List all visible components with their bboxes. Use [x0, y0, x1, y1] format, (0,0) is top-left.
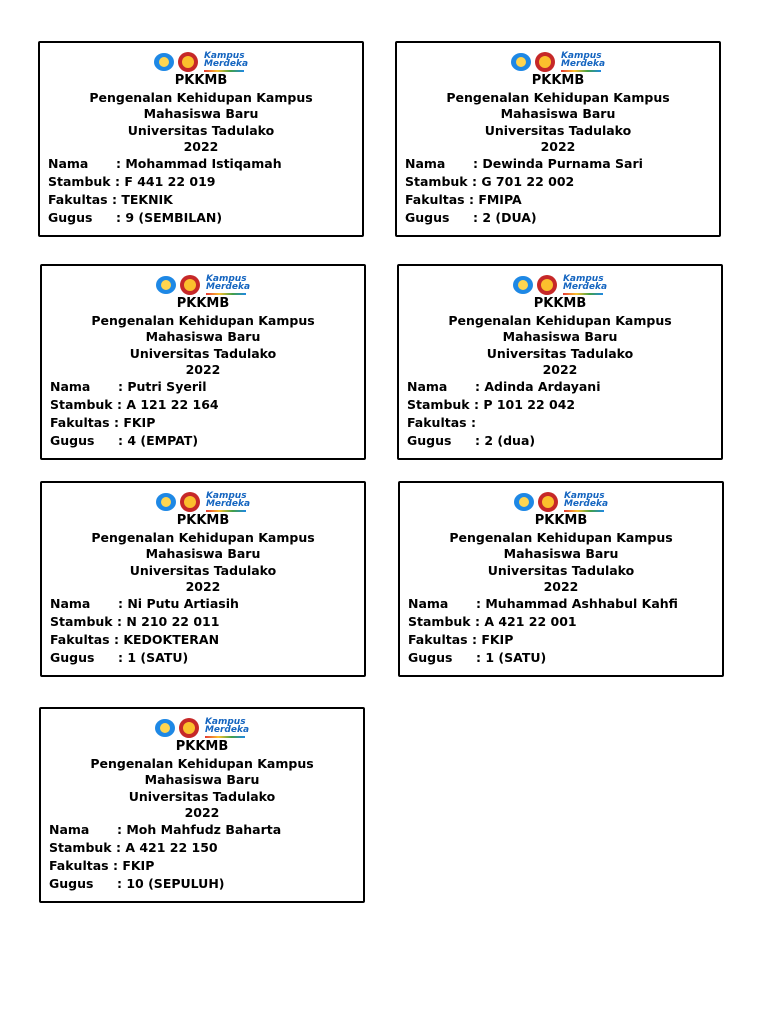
- kampus-merdeka-logo: Kampus Merdeka: [204, 52, 248, 72]
- value-nama: : Putri Syeril: [118, 379, 207, 394]
- value-stambuk: F 441 22 019: [124, 174, 216, 189]
- label-nama: Nama: [407, 379, 448, 394]
- card-subtitle-1: Pengenalan Kehidupan Kampus: [91, 312, 315, 328]
- card-header: [399, 296, 721, 379]
- university-seal-icon: [537, 275, 557, 295]
- card-year: 2022: [183, 139, 219, 154]
- card-fields: [48, 155, 356, 227]
- card-fields: [407, 378, 715, 450]
- field-gugus: [408, 649, 716, 667]
- card-fields: [50, 595, 358, 667]
- value-fakultas: KEDOKTERAN: [123, 632, 220, 647]
- label-nama: Nama: [50, 596, 91, 611]
- kampus-merdeka-logo: Kampus Merdeka: [205, 718, 249, 738]
- card-subtitle-2: Mahasiswa Baru: [145, 546, 261, 561]
- card-subtitle-2: Mahasiswa Baru: [503, 546, 619, 561]
- value-gugus: : 10 (SEPULUH): [117, 876, 225, 891]
- card-university: Universitas Tadulako: [484, 122, 632, 138]
- card-subtitle-2: Mahasiswa Baru: [144, 772, 260, 787]
- card-subtitle-1: Pengenalan Kehidupan Kampus: [91, 529, 315, 545]
- card-subtitle-2: Mahasiswa Baru: [502, 329, 618, 344]
- label-gugus: Gugus: [50, 433, 95, 448]
- card-subtitle-1: Pengenalan Kehidupan Kampus: [448, 312, 672, 328]
- label-fakultas: Fakultas :: [405, 192, 474, 207]
- label-gugus: Gugus: [49, 876, 94, 891]
- id-card: [39, 707, 365, 903]
- label-fakultas: Fakultas :: [49, 858, 118, 873]
- label-fakultas: Fakultas :: [50, 632, 119, 647]
- kampus-merdeka-logo: Kampus Merdeka: [206, 275, 250, 295]
- logo-row: [399, 274, 721, 296]
- value-stambuk: A 421 22 150: [125, 840, 218, 855]
- tut-wuri-handayani-logo-icon: [154, 53, 174, 71]
- field-nama: [50, 378, 358, 396]
- card-header: [397, 73, 719, 156]
- field-nama: [408, 595, 716, 613]
- value-nama: : Ni Putu Artiasih: [118, 596, 239, 611]
- card-header: [41, 739, 363, 822]
- value-gugus: : 9 (SEMBILAN): [116, 210, 223, 225]
- card-header: [42, 513, 364, 596]
- card-subtitle-1: Pengenalan Kehidupan Kampus: [449, 529, 673, 545]
- label-gugus: Gugus: [405, 210, 450, 225]
- card-year: 2022: [542, 362, 578, 377]
- value-gugus: : 2 (dua): [475, 433, 536, 448]
- card-title: PKKMB: [533, 296, 587, 311]
- logo-row: [42, 491, 364, 513]
- field-stambuk: [49, 839, 357, 857]
- value-gugus: : 1 (SATU): [118, 650, 189, 665]
- label-fakultas: Fakultas :: [407, 415, 476, 430]
- university-seal-icon: [180, 275, 200, 295]
- label-nama: Nama: [49, 822, 90, 837]
- field-fakultas: [50, 631, 358, 649]
- field-fakultas: [50, 414, 358, 432]
- value-fakultas: FKIP: [481, 632, 514, 647]
- field-stambuk: [50, 396, 358, 414]
- label-fakultas: Fakultas :: [48, 192, 117, 207]
- value-stambuk: N 210 22 011: [126, 614, 220, 629]
- field-fakultas: [407, 414, 715, 432]
- card-university: Universitas Tadulako: [128, 788, 276, 804]
- label-stambuk: Stambuk :: [50, 397, 122, 412]
- id-card: [398, 481, 724, 677]
- field-nama: [50, 595, 358, 613]
- field-stambuk: [48, 173, 356, 191]
- value-nama: : Muhammad Ashhabul Kahfi: [476, 596, 678, 611]
- label-stambuk: Stambuk :: [49, 840, 121, 855]
- label-nama: Nama: [408, 596, 449, 611]
- card-title: PKKMB: [531, 73, 585, 88]
- field-gugus: [50, 432, 358, 450]
- id-card: [38, 41, 364, 237]
- card-subtitle-1: Pengenalan Kehidupan Kampus: [89, 89, 313, 105]
- card-university: Universitas Tadulako: [487, 562, 635, 578]
- label-fakultas: Fakultas :: [50, 415, 119, 430]
- label-gugus: Gugus: [48, 210, 93, 225]
- value-stambuk: P 101 22 042: [483, 397, 576, 412]
- card-year: 2022: [185, 362, 221, 377]
- kampus-merdeka-logo: Kampus Merdeka: [563, 275, 607, 295]
- logo-row: [41, 717, 363, 739]
- logo-row: [397, 51, 719, 73]
- id-card: [40, 481, 366, 677]
- card-subtitle-1: Pengenalan Kehidupan Kampus: [90, 755, 314, 771]
- field-gugus: [405, 209, 713, 227]
- field-nama: [407, 378, 715, 396]
- field-stambuk: [405, 173, 713, 191]
- label-nama: Nama: [405, 156, 446, 171]
- value-nama: : Adinda Ardayani: [475, 379, 601, 394]
- university-seal-icon: [179, 718, 199, 738]
- label-gugus: Gugus: [407, 433, 452, 448]
- field-stambuk: [50, 613, 358, 631]
- card-subtitle-2: Mahasiswa Baru: [143, 106, 259, 121]
- label-gugus: Gugus: [50, 650, 95, 665]
- card-header: [400, 513, 722, 596]
- label-gugus: Gugus: [408, 650, 453, 665]
- card-fields: [408, 595, 716, 667]
- label-fakultas: Fakultas :: [408, 632, 477, 647]
- kampus-merdeka-logo: Kampus Merdeka: [206, 492, 250, 512]
- card-subtitle-2: Mahasiswa Baru: [500, 106, 616, 121]
- value-nama: : Moh Mahfudz Baharta: [117, 822, 282, 837]
- field-gugus: [407, 432, 715, 450]
- value-gugus: : 1 (SATU): [476, 650, 547, 665]
- card-university: Universitas Tadulako: [486, 345, 634, 361]
- logo-row: [42, 274, 364, 296]
- field-nama: [49, 821, 357, 839]
- value-gugus: : 2 (DUA): [473, 210, 537, 225]
- kampus-merdeka-logo: Kampus Merdeka: [561, 52, 605, 72]
- card-title: PKKMB: [534, 513, 588, 528]
- field-nama: [48, 155, 356, 173]
- university-seal-icon: [538, 492, 558, 512]
- logo-row: [400, 491, 722, 513]
- card-year: 2022: [540, 139, 576, 154]
- tut-wuri-handayani-logo-icon: [511, 53, 531, 71]
- card-fields: [50, 378, 358, 450]
- field-stambuk: [408, 613, 716, 631]
- id-card: [40, 264, 366, 460]
- card-header: [40, 73, 362, 156]
- university-seal-icon: [535, 52, 555, 72]
- id-card: [397, 264, 723, 460]
- field-gugus: [50, 649, 358, 667]
- card-fields: [405, 155, 713, 227]
- field-nama: [405, 155, 713, 173]
- field-fakultas: [408, 631, 716, 649]
- value-stambuk: A 421 22 001: [484, 614, 577, 629]
- label-nama: Nama: [50, 379, 91, 394]
- value-fakultas: FMIPA: [478, 192, 522, 207]
- field-gugus: [49, 875, 357, 893]
- tut-wuri-handayani-logo-icon: [156, 493, 176, 511]
- card-title: PKKMB: [175, 739, 229, 754]
- tut-wuri-handayani-logo-icon: [156, 276, 176, 294]
- card-title: PKKMB: [174, 73, 228, 88]
- university-seal-icon: [180, 492, 200, 512]
- value-nama: : Mohammad Istiqamah: [116, 156, 282, 171]
- card-year: 2022: [543, 579, 579, 594]
- label-stambuk: Stambuk :: [407, 397, 479, 412]
- field-fakultas: [405, 191, 713, 209]
- field-fakultas: [48, 191, 356, 209]
- card-title: PKKMB: [176, 296, 230, 311]
- label-stambuk: Stambuk :: [408, 614, 480, 629]
- label-stambuk: Stambuk :: [405, 174, 477, 189]
- tut-wuri-handayani-logo-icon: [155, 719, 175, 737]
- value-stambuk: A 121 22 164: [126, 397, 219, 412]
- field-gugus: [48, 209, 356, 227]
- id-card: [395, 41, 721, 237]
- value-fakultas: TEKNIK: [121, 192, 173, 207]
- value-stambuk: G 701 22 002: [481, 174, 575, 189]
- card-fields: [49, 821, 357, 893]
- label-stambuk: Stambuk :: [48, 174, 120, 189]
- tut-wuri-handayani-logo-icon: [513, 276, 533, 294]
- card-subtitle-1: Pengenalan Kehidupan Kampus: [446, 89, 670, 105]
- university-seal-icon: [178, 52, 198, 72]
- label-stambuk: Stambuk :: [50, 614, 122, 629]
- value-fakultas: FKIP: [123, 415, 156, 430]
- card-title: PKKMB: [176, 513, 230, 528]
- card-year: 2022: [185, 579, 221, 594]
- logo-row: [40, 51, 362, 73]
- value-gugus: : 4 (EMPAT): [118, 433, 199, 448]
- card-university: Universitas Tadulako: [129, 345, 277, 361]
- card-university: Universitas Tadulako: [129, 562, 277, 578]
- card-year: 2022: [184, 805, 220, 820]
- card-header: [42, 296, 364, 379]
- kampus-merdeka-logo: Kampus Merdeka: [564, 492, 608, 512]
- field-fakultas: [49, 857, 357, 875]
- card-subtitle-2: Mahasiswa Baru: [145, 329, 261, 344]
- value-nama: : Dewinda Purnama Sari: [473, 156, 643, 171]
- field-stambuk: [407, 396, 715, 414]
- tut-wuri-handayani-logo-icon: [514, 493, 534, 511]
- value-fakultas: FKIP: [122, 858, 155, 873]
- card-university: Universitas Tadulako: [127, 122, 275, 138]
- label-nama: Nama: [48, 156, 89, 171]
